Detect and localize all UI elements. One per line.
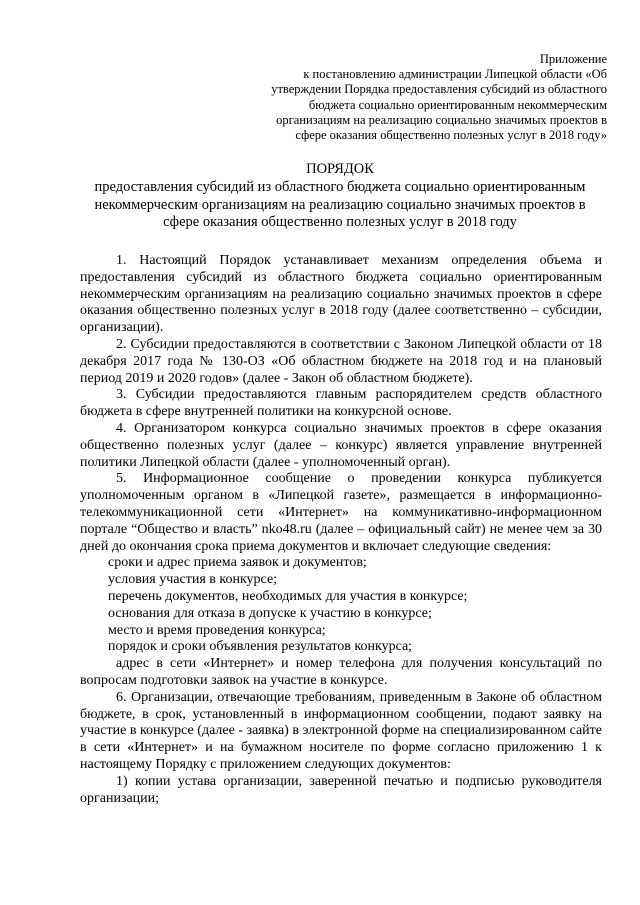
appendix-line: бюджета социально ориентированным некоммерческим: [308, 97, 607, 112]
document-title: ПОРЯДОК: [306, 161, 374, 177]
list-item: порядок и сроки объявления результатов конкурса;: [108, 639, 413, 655]
paragraph-2: 2. Субсидии предоставляются в соответствии с Законом Липецкой области от 18 декабря 2017 года № 130-ОЗ «Об областном бюджете на 2018 год и на плановый период 2019 и 2020 годов» (далее - Закон об областном бюджете).: [80, 336, 602, 386]
paragraph-3: 3. Субсидии предоставляются главным распорядителем средств областного бюджета в сфере внутренней политики на конкурсной основе.: [80, 387, 602, 420]
document-subtitle: предоставления субсидий из областного бюджета социально ориентированным некоммерческим организациям на реализацию социально значимых проектов в сфере оказания общественно полезных услуг в 2018 году: [94, 179, 586, 230]
subitem-1: 1) копии устава организации, заверенной печатью и подписью руководителя организации;: [80, 773, 602, 806]
list-item: сроки и адрес приема заявок и документов;: [108, 555, 367, 571]
document-body: [80, 253, 602, 807]
appendix-line: Приложение: [539, 52, 607, 66]
appendix-line: сфере оказания общественно полезных услуг в 2018 году»: [295, 128, 607, 143]
list-item-last: адрес в сети «Интернет» и номер телефона для получения консультаций по вопросам подготовки заявок на участие в конкурсе.: [80, 656, 602, 688]
appendix-header: [247, 52, 607, 143]
paragraph-4: 4. Организатором конкурса социально значимых проектов в сфере оказания общественно полезных услуг (далее – конкурс) является управление внутренней политики Липецкой области (далее - уполномоченный орган).: [80, 420, 602, 470]
list-item: место и время проведения конкурса;: [108, 622, 326, 638]
appendix-line: организациям на реализацию социально значимых проектов в: [276, 112, 607, 127]
list-item: перечень документов, необходимых для участия в конкурсе;: [108, 588, 468, 604]
list-item: условия участия в конкурсе;: [108, 572, 278, 588]
paragraph-5: 5. Информационное сообщение о проведении конкурса публикуется уполномоченным органом в «Липецкой газете», размещается в информационно-телекоммуникационной сети «Интернет» на коммуникативно-информационном портале “Общество и власть” nko48.ru (далее – официальный сайт) не менее чем за 30 дней до окончания срока приема документов и включает следующие сведения:: [80, 471, 602, 554]
list-item: основания для отказа в допуске к участию в конкурсе;: [108, 605, 432, 621]
appendix-line: к постановлению администрации Липецкой области «Об: [303, 67, 607, 82]
paragraph-6: 6. Организации, отвечающие требованиям, приведенным в Законе об областном бюджете, в срок, установленный в информационном сообщении, подают заявку на участие в конкурсе (далее - заявка) в электронной форме на специализированном сайте в сети «Интернет» и на бумажном носителе по форме согласно приложению 1 к настоящему Порядку с приложением следующих документов:: [80, 689, 602, 772]
paragraph-1: 1. Настоящий Порядок устанавливает механизм определения объема и предоставления субсидий из областного бюджета социально ориентированным некоммерческим организациям на реализацию социально значимых проектов в сфере оказания общественно полезных услуг в 2018 году (далее соответственно – субсидии, организации).: [80, 253, 602, 336]
appendix-line: утверждении Порядка предоставления субсидий из областного: [271, 82, 607, 97]
